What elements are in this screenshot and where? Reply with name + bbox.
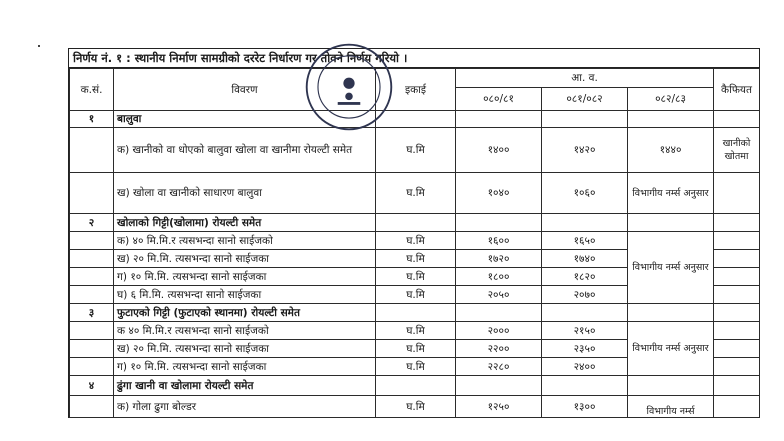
row-description: क) खानीको वा धोएको बालुवा खोला वा खानीमा रोयल्टी समेत <box>114 128 376 173</box>
row-unit: घ.मि <box>376 340 456 358</box>
group-sn: १ <box>70 111 114 128</box>
row-value-fy2: १०६० <box>542 173 628 214</box>
row-remark: खानीको खोतमा <box>714 128 760 173</box>
header-fy-2: ०८१/०८२ <box>542 88 628 111</box>
row-value-fy2: १४२० <box>542 128 628 173</box>
row-unit: घ.मि <box>376 128 456 173</box>
header-remarks: कैफियत <box>714 69 760 111</box>
row-description: ग) १० मि.मि. त्यसभन्दा सानो साईजका <box>114 268 376 286</box>
group-title: खोलाको गिट्टी(खोलामा) रोयल्टी समेत <box>114 214 376 232</box>
group-row-stone-quarry <box>70 376 760 396</box>
header-description: विवरण <box>114 69 376 111</box>
row-value-fy2: २३५० <box>542 340 628 358</box>
table-row <box>70 232 760 250</box>
header-unit: इकाई <box>376 69 456 111</box>
table-header-row <box>70 69 760 88</box>
rates-table <box>69 68 760 418</box>
row-value-fy1: १२५० <box>456 396 542 418</box>
row-value-fy2: १७४० <box>542 250 628 268</box>
row-value-fy2: २१५० <box>542 322 628 340</box>
group-title: ढुंगा खानी वा खोलामा रोयल्टी समेत <box>114 376 376 396</box>
group-title: फुटाएको गिट्टी (फुटाएको स्थानमा) रोयल्टी समेत <box>114 304 376 322</box>
row-value-fy1: १८०० <box>456 268 542 286</box>
row-description: घ) ६ मि.मि. त्यसभन्दा सानो साईजका <box>114 286 376 304</box>
row-value-fy3: विभागीय नर्म्स अनुसार <box>628 232 714 304</box>
scan-speck <box>38 45 40 47</box>
row-unit: घ.मि <box>376 173 456 214</box>
row-description: क) ४० मि.मि.र त्यसभन्दा सानो साईजको <box>114 232 376 250</box>
row-value-fy1: २००० <box>456 322 542 340</box>
row-description: क) गोला ढुगा बोल्डर <box>114 396 376 418</box>
header-fy-3: ०८२/८३ <box>628 88 714 111</box>
row-value-fy1: २२८० <box>456 358 542 376</box>
decision-caption: निर्णय नं. १ : स्थानीय निर्माण सामग्रीको दररेट निर्धारण गर तोक्ने निर्णय गरियो । <box>69 49 759 68</box>
table-row <box>70 322 760 340</box>
row-unit: घ.मि <box>376 396 456 418</box>
row-description: ख) २० मि.मि. त्यसभन्दा सानो साईजका <box>114 250 376 268</box>
group-title: बालुवा <box>114 111 376 128</box>
row-value-fy1: १७२० <box>456 250 542 268</box>
row-value-fy1: २२०० <box>456 340 542 358</box>
row-unit: घ.मि <box>376 322 456 340</box>
table-row <box>70 128 760 173</box>
group-sn: ३ <box>70 304 114 322</box>
row-value-fy2: २४०० <box>542 358 628 376</box>
table-row <box>70 173 760 214</box>
header-fy-1: ०८०/८१ <box>456 88 542 111</box>
row-unit: घ.मि <box>376 250 456 268</box>
row-value-fy1: १४०० <box>456 128 542 173</box>
row-value-fy1: १६०० <box>456 232 542 250</box>
row-value-fy3: १४४० <box>628 128 714 173</box>
row-description: ख) खोला वा खानीको साधारण बालुवा <box>114 173 376 214</box>
group-sn: २ <box>70 214 114 232</box>
row-value-fy3: विभागीय नर्म्स अनुसार <box>628 173 714 214</box>
table-row <box>70 396 760 418</box>
group-row-sand <box>70 111 760 128</box>
row-unit: घ.मि <box>376 232 456 250</box>
row-value-fy3: विभागीय नर्म्स अनुसार <box>628 322 714 376</box>
group-row-river-gravel <box>70 214 760 232</box>
row-value-fy2: १३०० <box>542 396 628 418</box>
decision-document <box>68 48 760 418</box>
row-description: ग) १० मि.मि. त्यसभन्दा सानो साईजका <box>114 358 376 376</box>
row-value-fy2: १८२० <box>542 268 628 286</box>
row-value-fy2: १६५० <box>542 232 628 250</box>
row-value-fy3: विभागीय नर्म्स <box>628 396 714 418</box>
header-fiscal-year: आ. व. <box>456 69 714 88</box>
row-unit: घ.मि <box>376 286 456 304</box>
header-sn: क.सं. <box>70 69 114 111</box>
row-unit: घ.मि <box>376 358 456 376</box>
row-description: ख) २० मि.मि. त्यसभन्दा सानो साईजका <box>114 340 376 358</box>
row-value-fy1: २०५० <box>456 286 542 304</box>
row-value-fy1: १०४० <box>456 173 542 214</box>
row-unit: घ.मि <box>376 268 456 286</box>
group-row-crushed-gravel <box>70 304 760 322</box>
row-description: क ४० मि.मि.र त्यसभन्दा सानो साईजको <box>114 322 376 340</box>
group-sn: ४ <box>70 376 114 396</box>
row-value-fy2: २०७० <box>542 286 628 304</box>
